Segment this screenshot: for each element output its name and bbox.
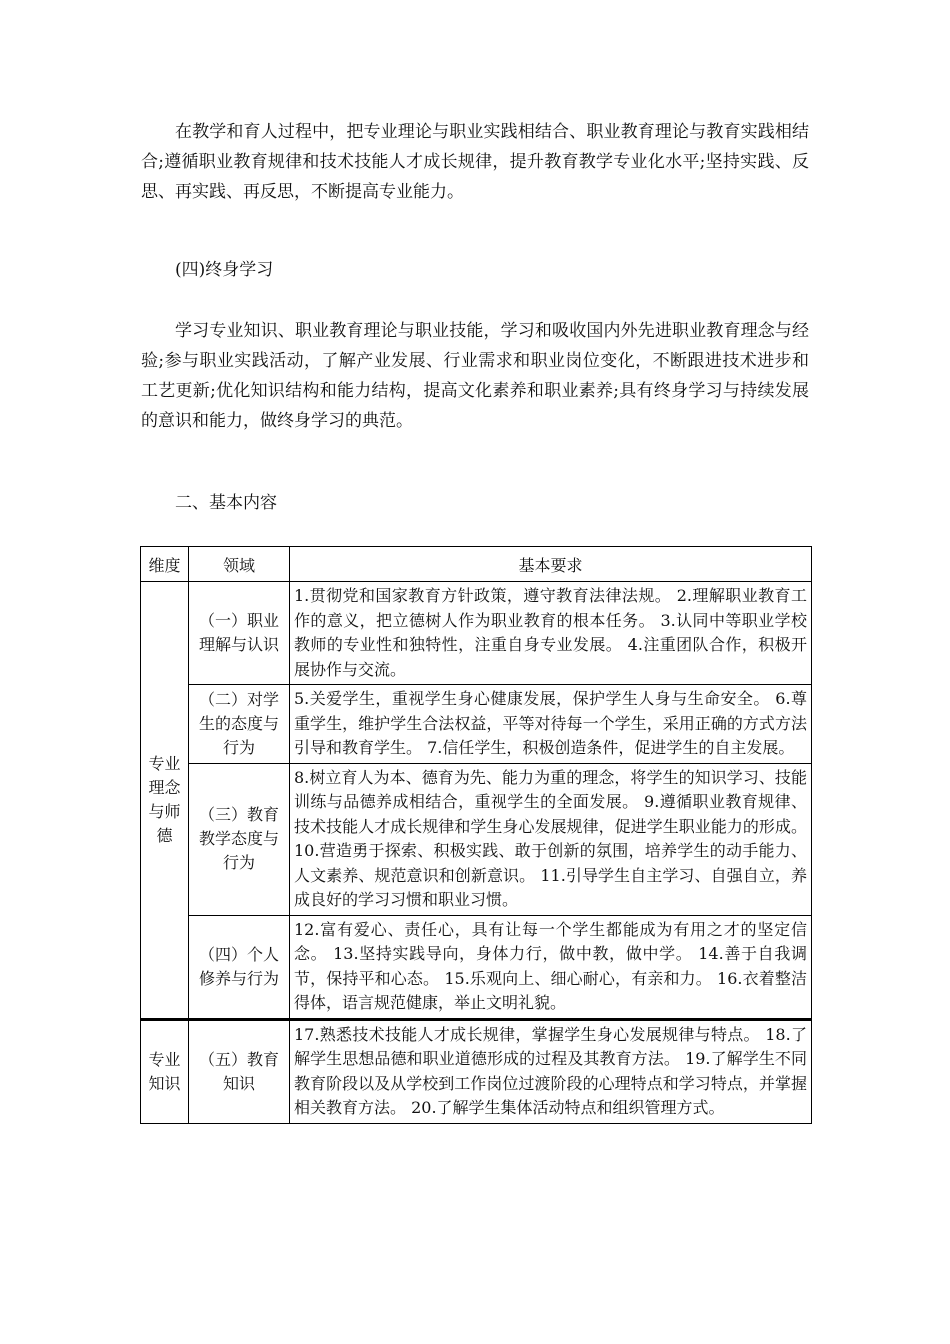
- dimension-cell-ethics: 专业理念与师德: [141, 582, 189, 1020]
- heading-lifelong-learning: (四)终身学习: [175, 260, 274, 280]
- header-field: 领域: [189, 547, 290, 582]
- heading-basic-content: 二、基本内容: [175, 493, 277, 513]
- dimension-cell-knowledge: 专业知识: [141, 1019, 189, 1123]
- requirement-cell: 8.树立育人为本、德育为先、能力为重的理念，将学生的知识学习、技能训练与品德养成相结合，重视学生的全面发展。 9.遵循职业教育规律、技术技能人才成长规律和学生身心发展规律，促进学生职业能力的形成。 10.营造勇于探索、积极实践、敢于创新的氛围，培养学生的动手能力、人文素养、规范意识和创新意识。 11.引导学生自主学习、自强自立，养成良好的学习习惯和职业习惯。: [290, 763, 812, 915]
- paragraph-professional-practice: 在教学和育人过程中，把专业理论与职业实践相结合、职业教育理论与教育实践相结合;遵循职业教育规律和技术技能人才成长规律，提升教育教学专业化水平;坚持实践、反思、再实践、再反思，不断提高专业能力。: [141, 122, 809, 202]
- table-row: [141, 582, 812, 685]
- header-dimension: 维度: [141, 547, 189, 582]
- field-cell: （二）对学生的态度与行为: [189, 685, 290, 764]
- requirement-cell: 1.贯彻党和国家教育方针政策，遵守教育法律法规。 2.理解职业教育工作的意义，把立德树人作为职业教育的根本任务。 3.认同中等职业学校教师的专业性和独特性，注重自身专业发展。 4.注重团队合作，积极开展协作与交流。: [290, 582, 812, 685]
- requirement-cell: 5.关爱学生，重视学生身心健康发展，保护学生人身与生命安全。 6.尊重学生，维护学生合法权益，平等对待每一个学生，采用正确的方式方法引导和教育学生。 7.信任学生，积极创造条件，促进学生的自主发展。: [290, 685, 812, 764]
- requirement-cell: 17.熟悉技术技能人才成长规律，掌握学生身心发展规律与特点。 18.了解学生思想品德和职业道德形成的过程及其教育方法。 19.了解学生不同教育阶段以及从学校到工作岗位过渡阶段的心理特点和学习特点，并掌握相关教育方法。 20.了解学生集体活动特点和组织管理方式。: [290, 1019, 812, 1123]
- requirements-table: [140, 546, 812, 1124]
- table-row: [141, 685, 812, 764]
- field-cell: （五）教育知识: [189, 1019, 290, 1123]
- table-row: [141, 915, 812, 1019]
- field-cell: （四）个人修养与行为: [189, 915, 290, 1019]
- table-row: [141, 1019, 812, 1123]
- header-requirement: 基本要求: [290, 547, 812, 582]
- paragraph-lifelong-learning: 学习专业知识、职业教育理论与职业技能，学习和吸收国内外先进职业教育理念与经验;参与职业实践活动，了解产业发展、行业需求和职业岗位变化，不断跟进技术进步和工艺更新;优化知识结构和能力结构，提高文化素养和职业素养;具有终身学习与持续发展的意识和能力，做终身学习的典范。: [141, 321, 809, 431]
- field-cell: （一）职业理解与认识: [189, 582, 290, 685]
- requirement-cell: 12.富有爱心、责任心，具有让每一个学生都能成为有用之才的坚定信念。 13.坚持实践导向，身体力行，做中教，做中学。 14.善于自我调节，保持平和心态。 15.乐观向上、细心耐心，有亲和力。 16.衣着整洁得体，语言规范健康，举止文明礼貌。: [290, 915, 812, 1019]
- table-header-row: [141, 547, 812, 582]
- field-cell: （三）教育教学态度与行为: [189, 763, 290, 915]
- table-row: [141, 763, 812, 915]
